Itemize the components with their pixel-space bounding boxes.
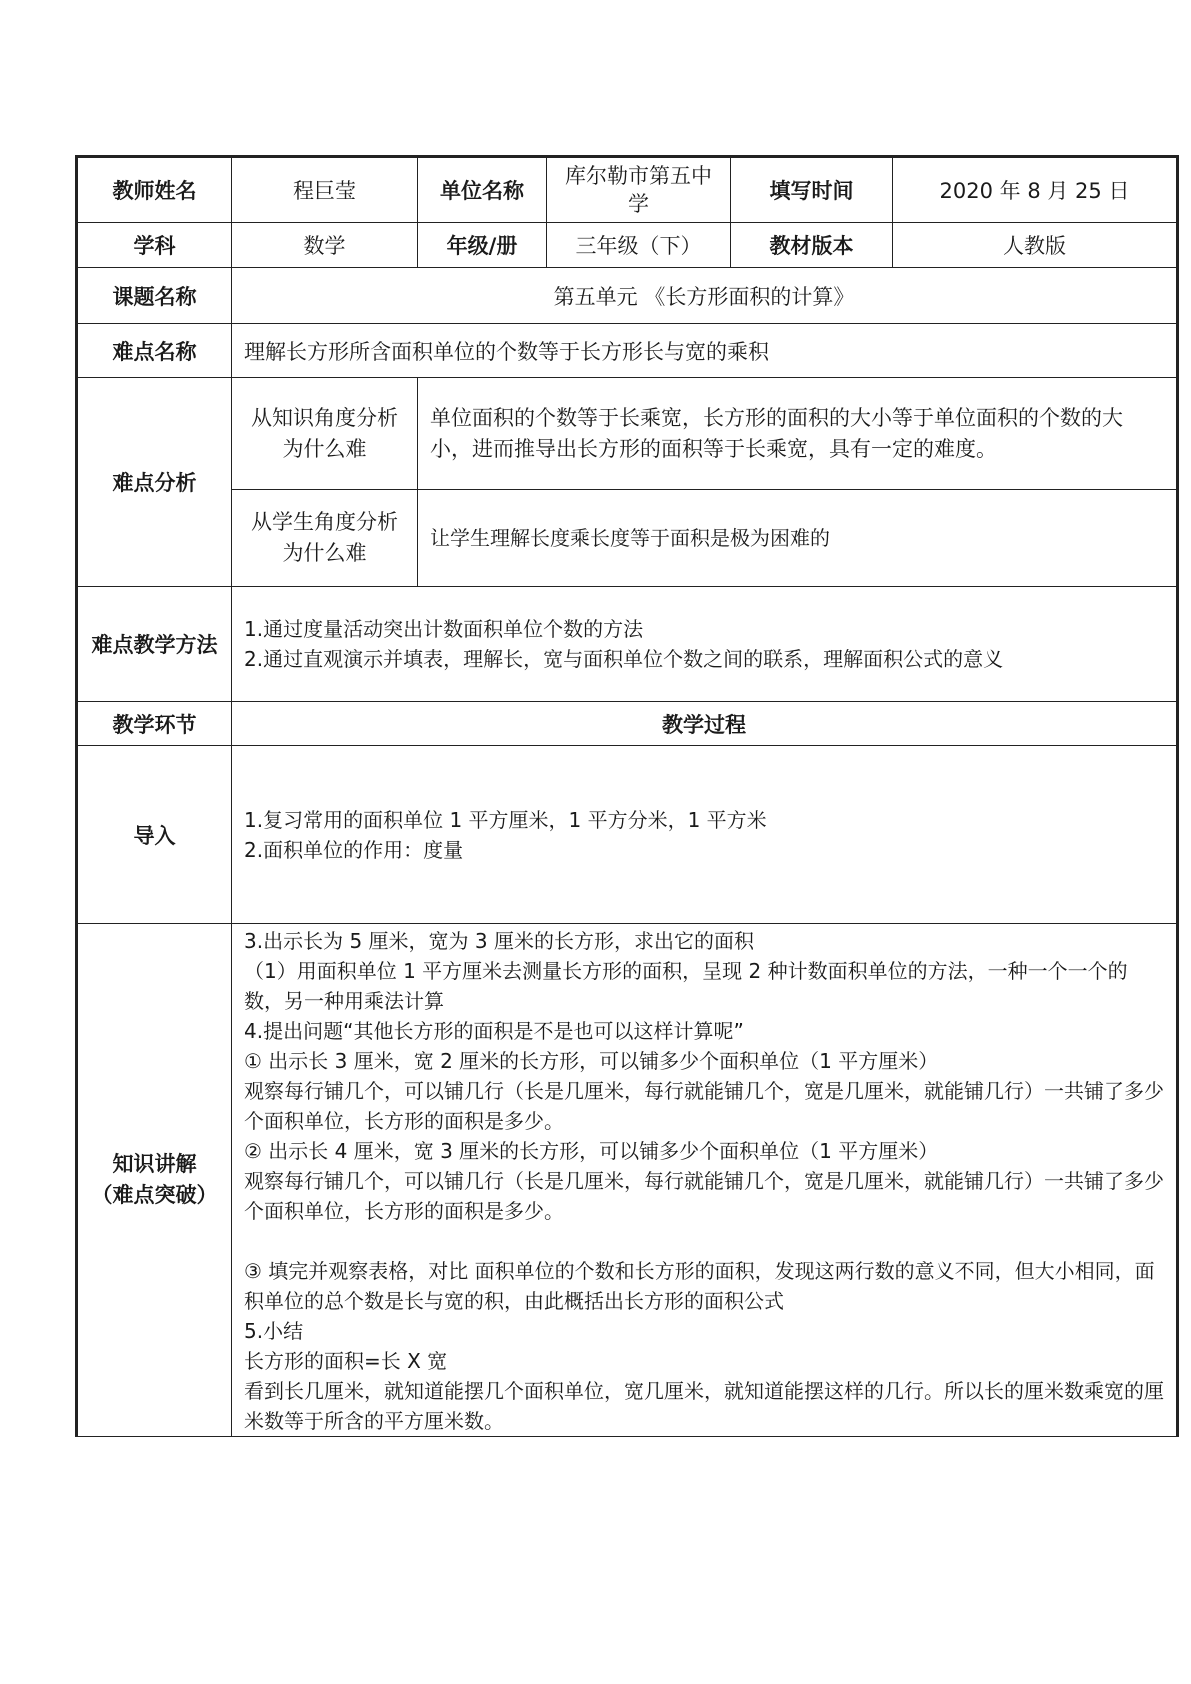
grade-value: 三年级（下） — [547, 223, 731, 268]
lecture-label-line2: （难点突破） — [91, 1183, 218, 1207]
edition-label: 教材版本 — [731, 223, 893, 268]
lesson-plan-sheet — [75, 155, 1176, 1437]
topic-row — [77, 268, 1178, 324]
lecture-line: 看到长几厘米，就知道能摆几个面积单位，宽几厘米，就知道能摆这样的几行。所以长的厘米数乘宽的厘米数等于所含的平方厘米数。 — [244, 1379, 1164, 1433]
grade-label: 年级/册 — [418, 223, 547, 268]
teacher-label: 教师姓名 — [77, 157, 232, 223]
lecture-line: ① 出示长 3 厘米，宽 2 厘米的长方形，可以铺多少个面积单位（1 平方厘米） — [244, 1049, 939, 1073]
student-angle-label: 从学生角度分析为什么难 — [232, 490, 418, 587]
process-header: 教学过程 — [232, 702, 1178, 746]
method-row — [77, 587, 1178, 702]
method-label: 难点教学方法 — [77, 587, 232, 702]
lecture-row — [77, 924, 1178, 1437]
process-header-row — [77, 702, 1178, 746]
intro-list — [232, 746, 1178, 924]
unit-value: 库尔勒市第五中学 — [547, 157, 731, 223]
method-item: 1.通过度量活动突出计数面积单位个数的方法 — [244, 617, 644, 641]
knowledge-angle-text — [418, 378, 1178, 490]
lecture-content — [232, 924, 1178, 1437]
date-label: 填写时间 — [731, 157, 893, 223]
lecture-line: 4.提出问题“其他长方形的面积是不是也可以这样计算呢” — [244, 1019, 744, 1043]
lecture-line: 观察每行铺几个，可以铺几行（长是几厘米，每行就能铺几个，宽是几厘米，就能铺几行）一共铺了多少个面积单位，长方形的面积是多少。 — [244, 1079, 1164, 1133]
info-row-2 — [77, 223, 1178, 268]
knowledge-angle-label: 从知识角度分析为什么难 — [232, 378, 418, 490]
subject-value: 数学 — [232, 223, 418, 268]
lecture-line: ③ 填完并观察表格，对比 面积单位的个数和长方形的面积，发现这两行数的意义不同，但大小相同，面积单位的总个数是长与宽的积，由此概括出长方形的面积公式 — [244, 1259, 1155, 1313]
lesson-plan-table — [75, 155, 1179, 1437]
subject-label: 学科 — [77, 223, 232, 268]
student-angle-text: 让学生理解长度乘长度等于面积是极为困难的 — [418, 490, 1178, 587]
analysis-row-knowledge — [77, 378, 1178, 490]
topic-label: 课题名称 — [77, 268, 232, 324]
date-value: 2020 年 8 月 25 日 — [893, 157, 1178, 223]
lecture-line: 长方形的面积=长 X 宽 — [244, 1349, 448, 1373]
analysis-label: 难点分析 — [77, 378, 232, 587]
lecture-line: 观察每行铺几个，可以铺几行（长是几厘米，每行就能铺几个，宽是几厘米，就能铺几行）一共铺了多少个面积单位，长方形的面积是多少。 — [244, 1169, 1164, 1223]
stage-header: 教学环节 — [77, 702, 232, 746]
method-item: 2.通过直观演示并填表，理解长，宽与面积单位个数之间的联系，理解面积公式的意义 — [244, 647, 1004, 671]
lecture-line: 3.出示长为 5 厘米，宽为 3 厘米的长方形，求出它的面积 — [244, 929, 754, 953]
lecture-label-line1: 知识讲解 — [112, 1152, 197, 1176]
difficulty-row — [77, 324, 1178, 378]
analysis-row-student — [77, 490, 1178, 587]
lecture-line: 5.小结 — [244, 1319, 304, 1343]
intro-label: 导入 — [77, 746, 232, 924]
lecture-line: ② 出示长 4 厘米，宽 3 厘米的长方形，可以铺多少个面积单位（1 平方厘米） — [244, 1139, 939, 1163]
unit-label: 单位名称 — [418, 157, 547, 223]
difficulty-value: 理解长方形所含面积单位的个数等于长方形长与宽的乘积 — [232, 324, 1178, 378]
intro-row — [77, 746, 1178, 924]
knowledge-angle-text-a: 单位面积的个数等于长乘宽，长方形的面积的大小等于单位面积的个数的大小，进而推导出长方形的面积等于长乘宽， — [430, 405, 1123, 461]
knowledge-angle-text-b: 具有一定的难度。 — [829, 436, 997, 461]
difficulty-label: 难点名称 — [77, 324, 232, 378]
intro-item: 1.复习常用的面积单位 1 平方厘米，1 平方分米，1 平方米 — [244, 807, 767, 832]
lecture-label — [77, 924, 232, 1437]
info-row-1 — [77, 157, 1178, 223]
intro-item: 2.面积单位的作用：度量 — [244, 837, 464, 862]
method-list — [232, 587, 1178, 702]
lecture-spacer — [244, 1226, 1166, 1256]
teacher-value: 程巨莹 — [232, 157, 418, 223]
edition-value: 人教版 — [893, 223, 1178, 268]
topic-value: 第五单元 《长方形面积的计算》 — [232, 268, 1178, 324]
lecture-line: （1）用面积单位 1 平方厘米去测量长方形的面积，呈现 2 种计数面积单位的方法，一种一个一个的数，另一种用乘法计算 — [244, 959, 1128, 1013]
